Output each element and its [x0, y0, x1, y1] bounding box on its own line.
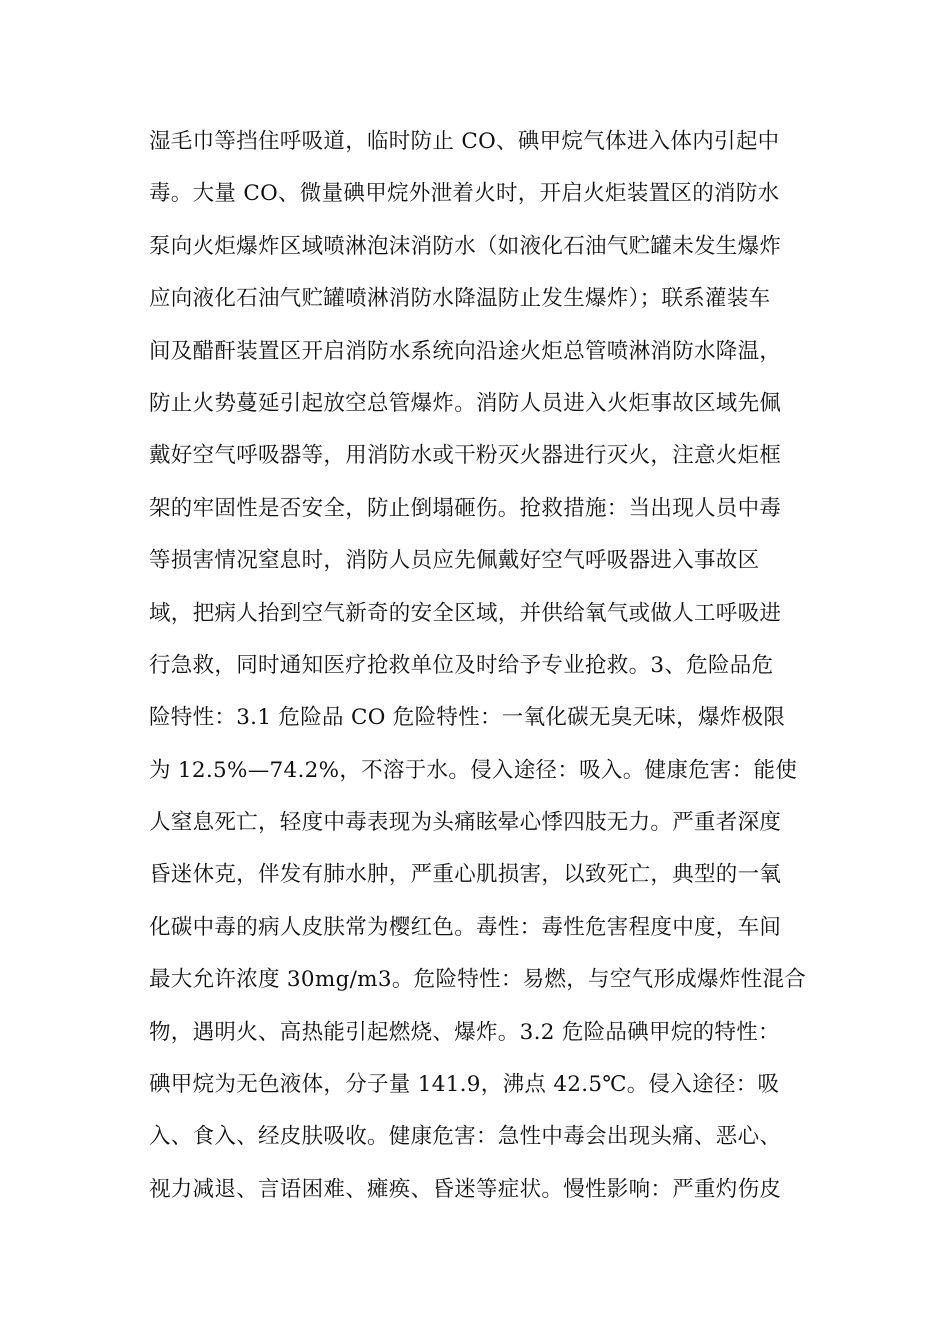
- body-text: [149, 116, 809, 1216]
- text-line: 间及醋酐装置区开启消防水系统向沿途火炬总管喷淋消防水降温，: [149, 338, 782, 364]
- text-line: 入、食入、经皮肤吸收。健康危害：急性中毒会出现头痛、恶心、: [149, 1124, 782, 1150]
- text-line: 人窒息死亡，轻度中毒表现为头痛眩晕心悸四肢无力。严重者深度: [149, 810, 782, 836]
- text-line: 泵向火炬爆炸区域喷淋泡沫消防水（如液化石油气贮罐未发生爆炸: [149, 233, 782, 259]
- text-line: 视力减退、言语困难、瘫痪、昏迷等症状。慢性影响：严重灼伤皮: [149, 1176, 782, 1202]
- text-line: 物，遇明火、高热能引起燃烧、爆炸。3.2 危险品碘甲烷的特性：: [149, 1019, 780, 1045]
- text-line: 为 12.5%—74.2%，不溶于水。侵入途径：吸入。健康危害：能使: [149, 757, 798, 783]
- text-line: 碘甲烷为无色液体，分子量 141.9，沸点 42.5℃。侵入途径：吸: [149, 1072, 780, 1098]
- text-line: 险特性：3.1 危险品 CO 危险特性：一氧化碳无臭无味，爆炸极限: [149, 705, 786, 731]
- text-line: 行急救，同时通知医疗抢救单位及时给予专业抢救。3、危险品危: [149, 652, 774, 678]
- text-line: 最大允许浓度 30mg/m3。危险特性：易燃，与空气形成爆炸性混合: [149, 967, 807, 993]
- text-line: 等损害情况窒息时，消防人员应先佩戴好空气呼吸器进入事故区: [149, 548, 760, 574]
- text-line: 架的牢固性是否安全，防止倒塌砸伤。抢救措施：当出现人员中毒: [149, 495, 782, 521]
- text-line: 湿毛巾等挡住呼吸道，临时防止 CO、碘甲烷气体进入体内引起中: [149, 129, 780, 154]
- text-line: 化碳中毒的病人皮肤常为樱红色。毒性：毒性危害程度中度，车间: [149, 914, 782, 940]
- text-line: 毒。大量 CO、微量碘甲烷外泄着火时，开启火炬装置区的消防水: [149, 181, 780, 207]
- text-line: 应向液化石油气贮罐喷淋消防水降温防止发生爆炸）；联系灌装车: [149, 286, 771, 312]
- text-line: 昏迷休克，伴发有肺水肿，严重心肌损害，以致死亡，典型的一氧: [149, 862, 782, 888]
- text-line: 戴好空气呼吸器等，用消防水或干粉灭火器进行灭火，注意火炬框: [149, 443, 782, 469]
- text-line: 域，把病人抬到空气新奇的安全区域，并供给氧气或做人工呼吸进: [149, 600, 782, 626]
- text-line: 防止火势蔓延引起放空总管爆炸。消防人员进入火炬事故区域先佩: [149, 390, 782, 416]
